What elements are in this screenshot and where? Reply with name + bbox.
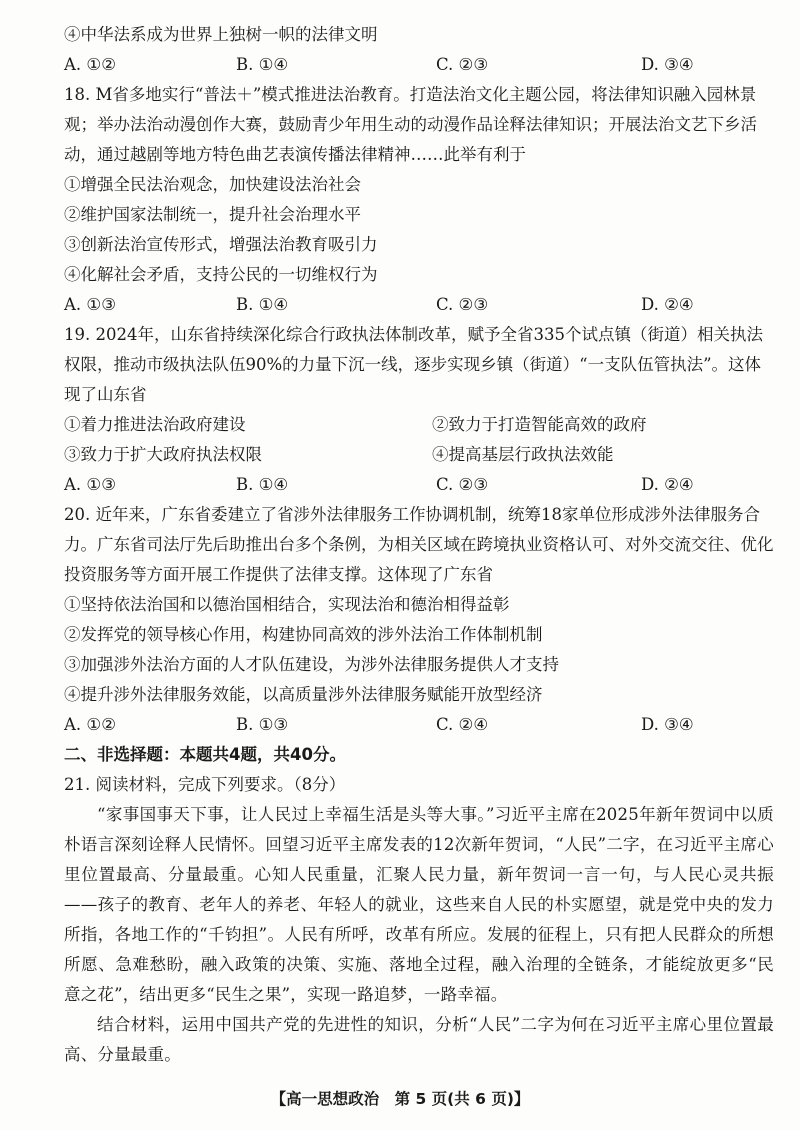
option-b[interactable]: B. ①④ [236,55,289,74]
page-footer: 【高一思想政治 第 5 页(共 6 页)】 [270,1090,530,1108]
q19-items-row-1 [64,410,774,440]
q19-item-1: ①着力推进法治政府建设 [64,415,246,434]
q19-stem: 19. 2024年，山东省持续深化综合行政执法体制改革，赋予全省335个试点镇（街道）相关执法权限，推动市级执法队伍90%的力量下沉一线，逐步实现乡镇（街道）“一支队伍管执法”。这体现了山东省 [64,325,763,404]
option-c[interactable]: C. ②③ [436,55,489,74]
option-c[interactable]: C. ②③ [436,295,489,314]
q18-item-4: ④化解社会矛盾，支持公民的一切维权行为 [64,265,378,284]
option-b[interactable]: B. ①③ [236,715,289,734]
q19-item-4: ④提高基层行政执法效能 [432,445,614,464]
option-a[interactable]: A. ①② [64,55,116,74]
option-a[interactable]: A. ①② [64,715,116,734]
q20-item-3: ③加强涉外法治方面的人才队伍建设，为涉外法律服务提供人才支持 [64,655,559,674]
q18-item-2: ②维护国家法制统一，提升社会治理水平 [64,205,361,224]
option-c[interactable]: C. ②④ [436,715,489,734]
q20-stem: 20. 近年来，广东省委建立了省涉外法律服务工作协调机制，统筹18家单位形成涉外法律服务合力。广东省司法厅先后助推出台多个条例，为相关区域在跨境执业资格认可、对外交流交往、优化投资服务等方面开展工作提供了法律支撑。这体现了广东省 [64,505,774,584]
exam-page [64,20,774,1070]
option-d[interactable]: D. ②④ [641,475,694,494]
q18-stem: 18. M省多地实行“普法＋”模式推进法治教育。打造法治文化主题公园，将法律知识融入园林景观；举办法治动漫创作大赛，鼓励青少年用生动的动漫作品诠释法律知识；开展法治文艺下乡活动，通过越剧等地方特色曲艺表演传播法律精神……此举有利于 [64,85,757,164]
option-d[interactable]: D. ③④ [641,55,694,74]
q19-items-row-2 [64,440,774,470]
option-b[interactable]: B. ①④ [236,295,289,314]
q18-options [64,290,774,320]
q18-item-1: ①增强全民法治观念，加快建设法治社会 [64,175,361,194]
q21-requirement: 结合材料，运用中国共产党的先进性的知识，分析“人民”二字为何在习近平主席心里位置最高、分量最重。 [64,1015,774,1064]
option-d[interactable]: D. ③④ [641,715,694,734]
q21-stem: 21. 阅读材料，完成下列要求。（8分） [64,775,346,794]
option-a[interactable]: A. ①③ [64,475,116,494]
q19-item-3: ③致力于扩大政府执法权限 [64,445,262,464]
option-d[interactable]: D. ②④ [641,295,694,314]
q18-item-3: ③创新法治宣传形式，增强法治教育吸引力 [64,235,378,254]
option-a[interactable]: A. ①③ [64,295,116,314]
option-c[interactable]: C. ②③ [436,475,489,494]
q20-item-4: ④提升涉外法律服务效能，以高质量涉外法律服务赋能开放型经济 [64,685,543,704]
section-heading: 二、非选择题：本题共4题，共40分。 [64,745,346,764]
option-b[interactable]: B. ①④ [236,475,289,494]
q20-options [64,710,774,740]
q17-options [64,50,774,80]
q19-item-2: ②致力于打造智能高效的政府 [432,415,647,434]
q17-item-4: ④中华法系成为世界上独树一帜的法律文明 [64,25,378,44]
q21-material: “家事国事天下事，让人民过上幸福生活是头等大事。”习近平主席在2025年新年贺词中以质朴语言深刻诠释人民情怀。回望习近平主席发表的12次新年贺词，“人民”二字，在习近平主席心里位置最高、分量最重。心知人民重量，汇聚人民力量，新年贺词一言一句，与人民心灵共振——孩子的教育、老年人的养老、年轻人的就业，这些来自人民的朴实愿望，就是党中央的发力所指，各地工作的“千钧担”。人民有所呼，改革有所应。发展的征程上，只有把人民群众的所想所愿、急难愁盼，融入政策的决策、实施、落地全过程，融入治理的全链条，才能绽放更多“民意之花”，结出更多“民生之果”，实现一路追梦，一路幸福。 [64,805,774,1004]
q19-options [64,470,774,500]
q20-item-1: ①坚持依法治国和以德治国相结合，实现法治和德治相得益彰 [64,595,510,614]
q20-item-2: ②发挥党的领导核心作用，构建协同高效的涉外法治工作体制机制 [64,625,543,644]
